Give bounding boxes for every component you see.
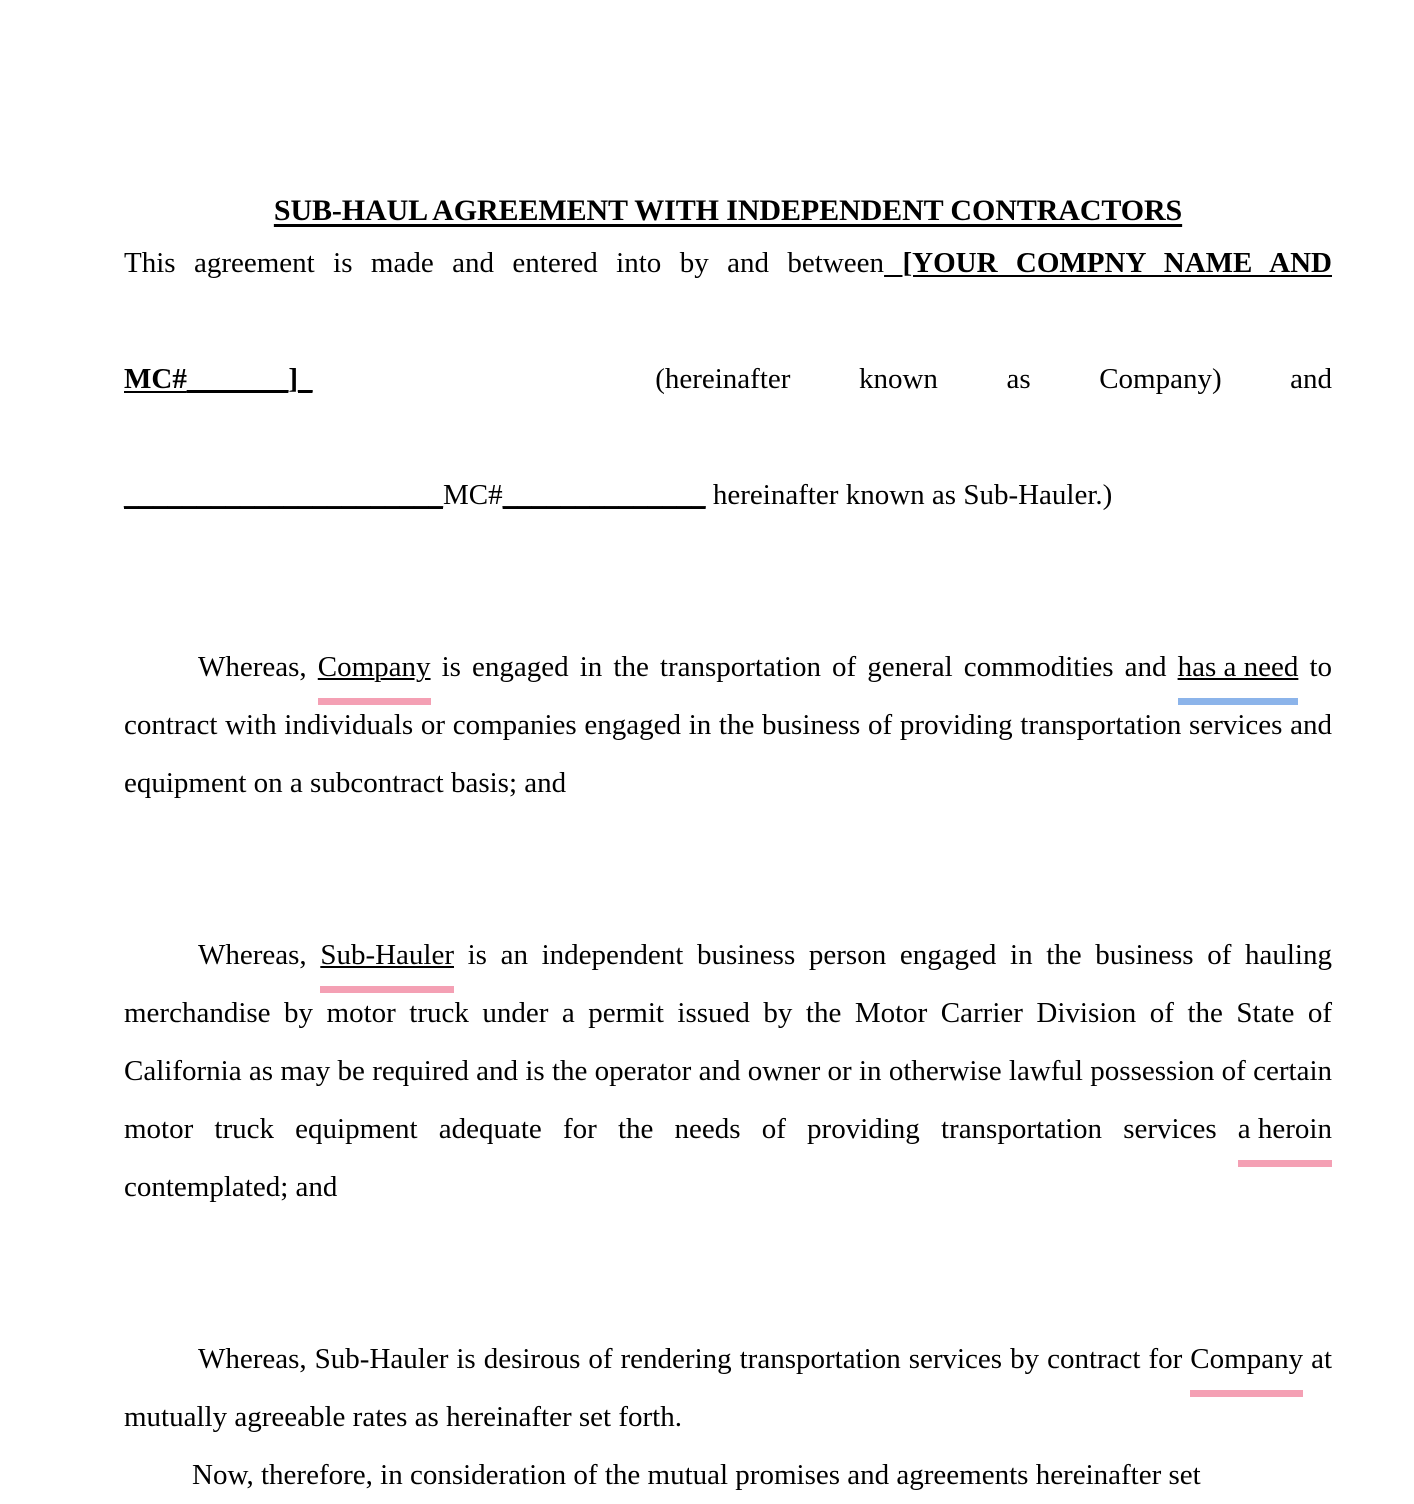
spacer-after-title [124,226,1332,234]
document-body [124,196,1332,1504]
document-title [124,196,1332,226]
recital-2-seg-4: contemplated; and [124,1171,338,1203]
intro-line-1 [124,234,1332,350]
subhauler-name-blank: ______________________ [124,479,443,511]
recital-2-seg-2: is an independent business person engaged in the business of hauling merchandise by motor truck under a permit issued by the Motor Carrier Division of the State of California as may be required and is the operator and owner or in otherwise lawful possession of certain motor truck equipment adequate for the needs of providing transportation services [124,939,1332,1145]
and-word: and [1290,363,1333,395]
recital-1-highlight-has-a-need: has a need [1178,638,1299,696]
recital-1-seg-2: is engaged in the transportation of general commodities and [430,651,1178,683]
company-paren-word: Company) [1099,363,1222,395]
company-placeholder-trailing: _ [298,363,313,395]
subhauler-tail-text: hereinafter known as Sub-Hauler.) [712,479,1113,511]
recital-3-seg-2: at mutually agreeable rates as hereinafter set forth. [124,1343,1333,1433]
recital-2-highlight-a-heroin: a heroin [1238,1100,1332,1158]
company-placeholder-mc-label: MC# [124,363,187,395]
intro-line-3 [124,466,1332,524]
spacer-before-recital-1 [124,524,1332,638]
intro-space-underscore [884,247,902,279]
company-placeholder-blank: _______ [186,363,289,395]
recital-2-highlight-subhauler: Sub-Hauler [320,926,454,984]
closing-text: Now, therefore, in consideration of the mutual promises and agreements hereinafter set [192,1459,1201,1491]
recital-1-highlight-company: Company [318,638,431,696]
as-word: as [1006,363,1031,395]
closing-paragraph [124,1446,1332,1504]
hereinafter-word: (hereinafter [655,363,791,395]
known-word: known [858,363,938,395]
recital-3-highlight-company: Company [1190,1330,1303,1388]
recital-desirous [124,1330,1332,1446]
document-title-text: SUB-HAUL AGREEMENT WITH INDEPENDENT CONTRACTORS [273,194,1183,227]
spacer-before-recital-2 [124,812,1332,926]
subhauler-mc-blank: ______________ [502,479,706,511]
recital-company [124,638,1332,812]
company-placeholder-bracket: ] [288,363,298,395]
company-placeholder-line1: [YOUR COMPNY NAME AND [902,247,1332,279]
intro-line-2 [124,350,1332,466]
recital-3-seg-0: Whereas, Sub-Hauler is desirous of rendering transportation services by contract for [198,1343,1191,1375]
recital-1-seg-4: to contract with individuals or companies engaged in the business of providing transportation services and equipment on a subcontract basis; and [124,651,1332,799]
spacer-before-recital-3 [124,1216,1332,1330]
recital-1-seg-0: Whereas, [198,651,318,683]
recital-subhauler [124,926,1332,1216]
intro-paragraph [124,234,1332,524]
subhauler-mc-label: MC# [443,479,503,511]
recital-2-seg-0: Whereas, [198,939,321,971]
intro-lead-text: This agreement is made and entered into by and between [124,247,885,279]
